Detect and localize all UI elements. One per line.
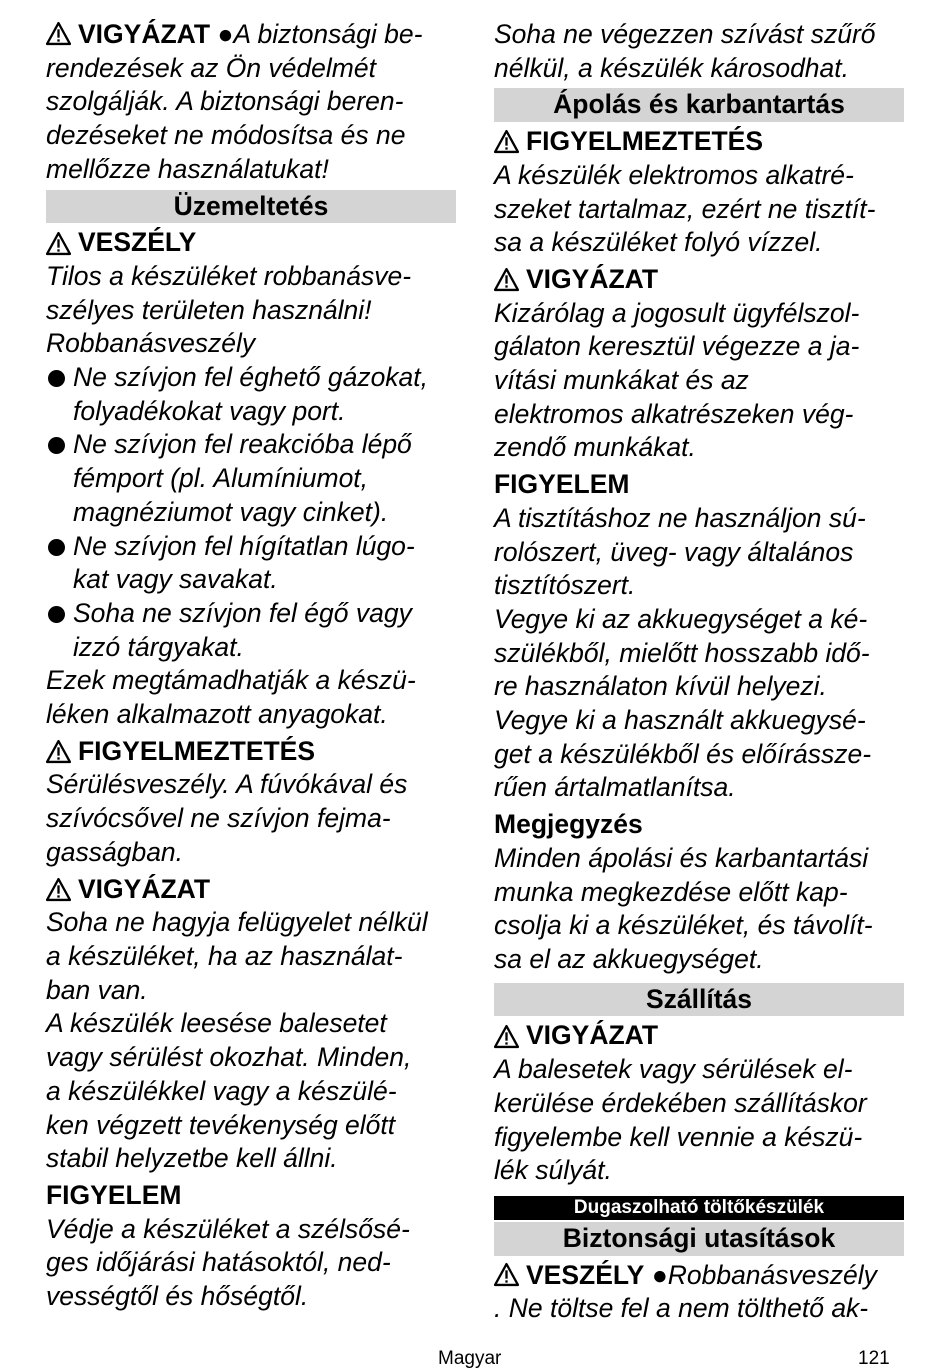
warning-triangle-icon	[494, 129, 519, 154]
bullet-dot-icon	[46, 597, 73, 664]
section-heading-maintenance: Ápolás és karbantartás	[494, 88, 904, 122]
left-column	[46, 18, 456, 1314]
list-item-text: Ne szívjon fel reakcióba lépő fémport (pl. Alumíniumot, magnéziumot vagy cinket).	[73, 429, 412, 527]
section-heading-operation: Üzemeltetés	[46, 190, 456, 224]
caution-label: VIGYÁZAT	[526, 1020, 659, 1051]
note-label: Megjegyzés	[494, 809, 643, 840]
warning-triangle-icon	[46, 739, 71, 764]
danger-after-text: Ezek megtámadhatják a készü- léken alkalmazott anyagokat.	[46, 665, 416, 730]
attention-heading	[494, 468, 904, 502]
transport-caution-text: A balesetek vagy sérülések el- kerülése érdekében szállításkor figyelembe kell vennie a készü- lék súlyát.	[494, 1054, 867, 1186]
warning-text: A készülék elektromos alkatré- szeket tartalmaz, ezért ne tisztít- sa a készüléket folyó vízzel.	[494, 159, 876, 258]
attention-label: FIGYELEM	[494, 469, 630, 500]
attention-text-3: Vegye ki a használt akkuegysé- get a készülékből és előírássze- rűen ártalmatlanítsa.	[494, 705, 872, 803]
caution-label: VIGYÁZAT	[78, 19, 211, 49]
list-item	[46, 530, 456, 597]
warning-heading	[494, 125, 904, 159]
intro-caution	[46, 18, 456, 187]
attention-text-1: A tisztításhoz ne használjon sú- rolószert, üveg- vagy általános tisztítószert.	[494, 502, 866, 601]
warning-triangle-icon	[46, 21, 71, 46]
danger-text: Tilos a készüléket robbanásve- szélyes területen használni! Robbanásveszély	[46, 260, 412, 359]
list-item	[46, 428, 456, 529]
list-item	[46, 597, 456, 664]
note-text: Minden ápolási és karbantartási munka megkezdése előtt kap- csolja ki a készüléket, és távolít- sa el az akkuegységet.	[494, 842, 873, 974]
warning-triangle-icon	[494, 1024, 519, 1049]
caution-heading	[494, 263, 904, 297]
right-column	[494, 18, 904, 1326]
attention-heading	[46, 1179, 456, 1213]
bullet-dot-icon	[46, 361, 73, 428]
section-heading-charger: Dugaszolható töltőkészülék	[494, 1196, 904, 1220]
caution-label: VIGYÁZAT	[78, 873, 211, 904]
attention-text: Védje a készüléket a szélsősé- ges időjárási hatásoktól, ned- vességtől és hőségtől.	[46, 1213, 410, 1312]
caution-text: Kizárólag a jogosult ügyfélszol- gálaton keresztül végezze a ja- vítási munkákat és az elektromos alkatrészeken vég- zendő munkákat.	[494, 297, 860, 463]
caution-label: VIGYÁZAT	[526, 263, 659, 294]
warning-triangle-icon	[46, 877, 71, 902]
danger-heading	[46, 226, 456, 260]
caution-text-1: Soha ne hagyja felügyelet nélkül a készüléket, ha az használat- ban van.	[46, 907, 428, 1005]
caution-text-2: A készülék leesése balesetet vagy sérülést okozhat. Minden, a készülékkel vagy a készülé- ken végzett tevékenység előtt stabil helyzetbe kell állni.	[46, 1008, 412, 1174]
warning-triangle-icon	[494, 267, 519, 292]
footer-language: Magyar	[438, 1348, 502, 1369]
list-item-text: Ne szívjon fel hígítatlan lúgo- kat vagy savakat.	[73, 530, 415, 595]
page-number: 121	[858, 1348, 890, 1369]
caution-text: A biztonsági be- rendezések az Ön védelmét szolgálják. A biztonsági beren- dezéseket ne módosítsa és ne mellőzze használatukat!	[46, 19, 423, 184]
list-item	[46, 361, 456, 428]
warning-heading	[46, 735, 456, 769]
bullet-glyph: ●	[217, 19, 234, 49]
warning-triangle-icon	[46, 231, 71, 256]
danger-inline-text: Robbanásveszély	[667, 1259, 877, 1290]
warning-label: FIGYELMEZTETÉS	[78, 735, 316, 766]
transport-caution-heading	[494, 1019, 904, 1053]
warning-triangle-icon	[494, 1262, 519, 1287]
bullet-glyph: ●	[651, 1259, 668, 1290]
warning-text: Sérülésveszély. A fúvókával és szívócsővel ne szívjon fejma- gasságban.	[46, 769, 408, 867]
danger-explosion	[494, 1259, 904, 1326]
note-heading	[494, 808, 904, 842]
danger-continued-text: . Ne töltse fel a nem tölthető ak-	[494, 1293, 869, 1324]
section-heading-safety: Biztonsági utasítások	[494, 1222, 904, 1256]
list-item-text: Soha ne szívjon fel égő vagy izzó tárgyakat.	[73, 597, 412, 662]
bullet-dot-icon	[46, 428, 73, 529]
filter-note-text: Soha ne végezzen szívást szűrő nélkül, a készülék károsodhat.	[494, 19, 876, 83]
bullet-dot-icon	[46, 530, 73, 597]
attention-label: FIGYELEM	[46, 1179, 182, 1210]
warning-label: FIGYELMEZTETÉS	[526, 126, 764, 157]
caution-heading	[46, 873, 456, 907]
danger-label: VESZÉLY	[78, 227, 197, 258]
section-heading-transport: Szállítás	[494, 983, 904, 1017]
attention-text-2: Vegye ki az akkuegységet a ké- szülékből, mielőtt hosszabb idő- re használaton kívül helyezi.	[494, 603, 870, 702]
list-item-text: Ne szívjon fel éghető gázokat, folyadékokat vagy port.	[73, 362, 429, 426]
danger-label: VESZÉLY	[526, 1259, 645, 1290]
